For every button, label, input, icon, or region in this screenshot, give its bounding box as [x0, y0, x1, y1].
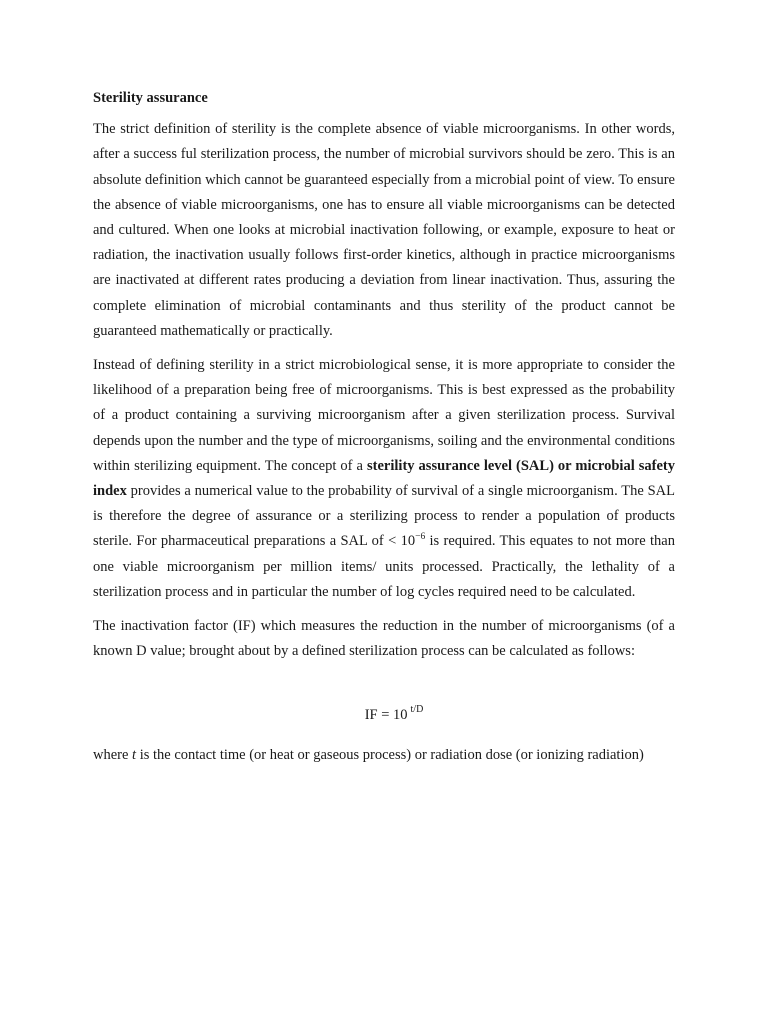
section-heading: Sterility assurance — [93, 90, 208, 106]
paragraph-where-text-b: is the contact time (or heat or gaseous process) or radiation dose (or ionizing radiation) — [136, 746, 644, 763]
variable-t: t — [132, 746, 137, 763]
formula-exponent: t/D — [410, 703, 424, 715]
sal-exponent: −6 — [415, 531, 426, 542]
sal-bold-term: sterility assurance level (SAL) or microbial safety index — [93, 457, 675, 500]
paragraph-where — [93, 743, 675, 768]
paragraph-sal — [93, 353, 675, 605]
paragraph-where-text-a: where — [93, 746, 133, 763]
document-page — [93, 86, 675, 768]
paragraph-inactivation-factor: The inactivation factor (IF) which measures the reduction in the number of microorganisms (of a known D value; brought about by a defined sterilization process can be calculated as follows: — [93, 618, 675, 660]
formula-if — [93, 703, 675, 728]
paragraph-sal-text-a: Instead of defining sterility in a strict microbiological sense, it is more appropriate to consider the likelihood of a preparation being free of microorganisms. This is best expressed as the probability of a product containing a surviving microorganism after a given sterilization process. Survival depends upon the number and the type of microorganisms, soiling and the environmental conditions within sterilizing equipment. The concept of a — [93, 357, 675, 474]
paragraph-sal-text-d: is required. This equates to not more than one viable microorganism per million items/ units processed. Practically, the lethality of a sterilization process and in particular the number of log cycles required need to be calculated. — [93, 533, 675, 600]
formula-base: IF = 10 — [364, 707, 408, 724]
paragraph-definition: The strict definition of sterility is the complete absence of viable microorganisms. In other words, after a success ful sterilization process, the number of microbial survivors should be zero. This is an absolute definition which cannot be guaranteed especially from a microbial point of view. To ensure the absence of viable microorganisms, one has to ensure all viable microorganisms can be detected and cultured. When one looks at microbial inactivation following, or example, exposure to heat or radiation, the inactivation usually follows first-order kinetics, although in practice microorganisms are inactivated at different rates producing a deviation from linear inactivation. Thus, assuring the complete elimination of microbial contaminants and thus sterility of the product cannot be guaranteed mathematically or practically. — [93, 121, 675, 339]
paragraph-sal-text-c: provides a numerical value to the probability of survival of a single microorganism. The SAL is therefore the degree of assurance or a sterilizing process to render a population of products sterile. For pharmaceutical preparations a SAL of < 10 — [93, 483, 675, 550]
